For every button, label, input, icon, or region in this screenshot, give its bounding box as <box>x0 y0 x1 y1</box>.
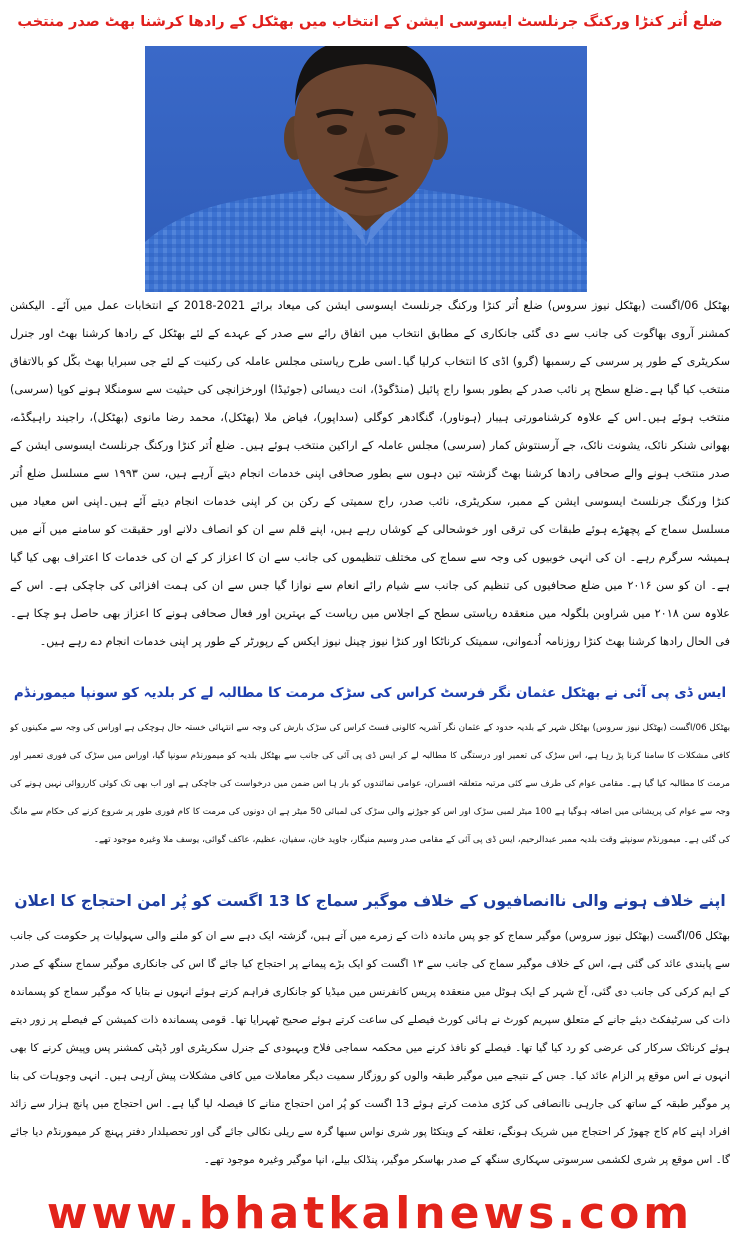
article-body-protest: بھٹکل 06/اگست (بھٹکل نیوز سروس) موگیر سماج کو جو پس ماندہ ذات کے زمرے میں آتے ہیں، گزشتہ ایک دہے سے ان کو ملنے والی سہولیات پر حکومت کی جانب سے پابندی عائد کی گئی ہے، اس کے خلاف موگیر سماج کی جانب سے ۱۳ اگست کو ایک بڑے پیمانے پر احتجاج کیا جائے گا اس کی جانکاری موگیر سماج سنگھ کے صدر کے ایم کرکی کی جانب دی گئی، آج شہر کے ایک ہوٹل میں منعقدہ پریس کانفرنس میں میڈیا کو جانکاری فراہم کرتے ہوئے انہوں نے بتایا کہ موگیر سماج کو پسماندہ ذات کی سرٹیفکٹ دیئے جانے کے متعلق سپریم کورٹ نے ہائی کورٹ فیصلے کی ساعت کرتے ہوئے صحیح ٹھہرایا تھا۔ قومی پسماندہ ذات کمیشن کے فیصلے پر زور دیتے ہوئے کرناٹک سرکار کی عرضی کو رد کیا گیا تھا۔ فیصلے کو نافذ کرنے میں محکمہ سماجی فلاح وبہبودی کے جنرل سکریٹری اور ڈپٹی کمشنر پس وپیش کرنے کا بھی انہوں نے اس موقع پر الزام عائد کیا۔ جس کے نتیجے میں موگیر طبقہ والوں کو روزگار سمیت دیگر معاملات میں کافی مشکلات پیش آرہی ہیں۔ انہی وجوہات کی بنا پر موگیر طبقہ کے ساتھ کی جارہی ناانصافی کی کڑی مذمت کرتے ہوئے 13 اگست کو پُر امن احتجاج منانے کا فیصلہ لیا گیا ہے۔ اس احتجاج میں پانچ ہزار سے زائد افراد اپنے کام کاج چھوڑ کر احتجاج میں شریک ہونگے، تعلقہ کے وینکٹا پور شری نواس سبھا گرہ سے ریلی نکالی جائے گی اور تحصیلدار دفتر پہنچ کر میمورنڈم دیا جائے گا۔ اس موقع پر شری لکشمی سرسوتی سہکاری سنگھ کے صدر بھاسکر موگیر، پنڈلک بیلے، انپا موگیر وغیرہ موجود تھے۔ <box>10 930 730 1166</box>
headline-mogeer-protest: اپنے خلاف ہونے والی ناانصافیوں کے خلاف موگیر سماج کا 13 اگست کو پُر امن احتجاج کا اعلان <box>14 892 726 910</box>
headline-journalist-association-election: ضلع اُتر کنڑا ورکنگ جرنلسٹ ایسوسی ایشن کے انتخاب میں بھٹکل کے رادھا کرشنا بھٹ صدر منتخب <box>17 14 723 30</box>
reporter-portrait-photo <box>145 46 587 292</box>
article-body-election: بھٹکل 06/اگست (بھٹکل نیوز سروس) ضلع اُتر کنڑا ورکنگ جرنلسٹ ایسوسی ایشن کی میعاد برائے 2021-2018 کے انتخابات عمل میں آئے۔ الیکشن کمشنر آروی بھاگوت کی جانب سے دی گئی جانکاری کے مطابق انتخاب میں اتفاق رائے سے صدر کے عہدے کے لئے بھٹکل کے رادھا کرشنا بھٹ اور جنرل سکریٹری کے طور پر سرسی کے رسمبھا (گرو) اڈی کا انتخاب کرلیا گیا۔اسی طرح ریاستی مجلس عاملہ کی رکنیت کے لئے جی سبرایا بھٹ بکّل کو بالاتفاق منتخب کیا گیا ہے۔ضلع سطح پر نائب صدر کے بطور بسوا راج پائیل (منڈگوڈ)، انت دیسائی (جوئیڈا) اورخزانچی کی حیثیت سے سومنگلا ہونے کوپا (سرسی) منتخب ہوئے ہیں۔اس کے علاوہ کرشنامورتی ہیبار (ہوناور)، گنگادھر کوگلی (سداپور)، فیاض ملا (بھٹکل)، محمد رضا مانوی (بھٹکل)، راجیند راہیگڈے، بھوانی شنکر نائک، یشونت نائک، جے آرسنتوش کمار (سرسی) مجلس عاملہ کے اراکین منتخب ہوئے ہیں۔ ضلع اُتر کنڑا ورکنگ جرنلسٹ ایسوسی ایشن کے صدر منتخب ہونے والے صحافی رادھا کرشنا بھٹ گزشتہ تین دہوں سے بطور صحافی اپنی خدمات انجام دیتے آرہے ہیں، سن ۱۹۹۳ سے مسلسل ضلع اُتر کنڑا ورکنگ جرنلسٹ ایسوسی ایشن کے ممبر، سکریٹری، نائب صدر، راج سمیتی کے رکن بن کر اپنی خدمات انجام دیتے آئے ہیں۔اپنی اس معیاد میں مسلسل سماج کے پچھڑے ہوئے طبقات کی ترقی اور خوشحالی کے کوشاں رہے ہیں، اپنے قلم سے ان کو انصاف دلانے اور حقیقت کو سامنے میں آنے میں ہمیشہ سرگرم رہے۔ ان کی انہی خوبیوں کی وجہ سے سماج کی مختلف تنظیموں کی جانب سے ان کا اعزاز کر کے ان کی خدمات کا اعتراف بھی کیا گیا ہے۔ ان کو سن ۲۰۱۶ میں ضلع صحافیوں کی تنظیم کی جانب سے شیام رائے انعام سے نوازا گیا جس سے ان کی ہمت افزائی کی جاچکی ہے۔ اس کے علاوہ سن ۲۰۱۸ میں شراوبن بلگولہ میں منعقدہ ریاستی سطح کے اجلاس میں ریاست کے بہترین اور فعال صحافی ہونے کا اعزاز بھی حاصل ہو چکا ہے۔ فی الحال رادھا کرشنا بھٹ کنڑا روزنامہ اُدےوانی، سمیتک کرناٹکا اور کنڑا نیوز چینل نیوز ایکس کے رپورٹر کے طور پر اپنی خدمات انجام دے رہے ہیں۔ <box>10 299 730 648</box>
article-body-road-repair: بھٹکل 06/اگست (بھٹکل نیوز سروس) بھٹکل شہر کے بلدیہ حدود کے عثمان نگر آشریہ کالونی فسٹ کراس کی سڑک بارش کی وجہ سے انتہائی خستہ حال ہوچکی ہے اوراس کی وجہ سے مکینوں کو کافی مشکلات کا سامنا کرنا پڑ رہا ہے، اس سڑک کی تعمیر اور درستگی کا مطالبہ لے کر ایس ڈی پی آئی کی جانب سے بھٹکل بلدیہ کو میمورنڈم سونپا گیا، اوراس میں سڑک کی فوری تعمیر اور مرمت کا مطالبہ کیا گیا ہے۔ مقامی عوام کی طرف سے کئی مرتبہ متعلقہ افسران، عوامی نمائندوں کو بار ہا اس ضمن میں درخواست کی جاچکی ہے اور اب بھی تک کوئی کارروائی نہیں ہونے کی وجہ سے عوام کی پریشانی میں اضافہ ہوگیا ہے 100 میٹر لمبی سڑک اور اس کو جوڑنے والی سڑک کی لمبائی 50 میٹر ہے ان دونوں کی مرمت کا کام فوری طور پر شروع کرنے کی حکام سے مانگ کی گئی ہے۔ میمورنڈم سونپتے وقت بلدیہ ممبر عبدالرحیم، ایس ڈی پی آئی کے مقامی صدر وسیم منیگار، جاوید خان، سفیان، عظیم، عاکف گوائی، یوسف ملا وغیرہ موجود تھے۔ <box>10 723 730 845</box>
website-url-footer[interactable]: www.bhatkalnews.com <box>46 1189 694 1238</box>
headline-sdpi-road-memorandum: ایس ڈی پی آئی نے بھٹکل عثمان نگر فرسٹ کراس کی سڑک مرمت کا مطالبہ لے کر بلدیہ کو سونپا میمورنڈم <box>13 685 727 701</box>
